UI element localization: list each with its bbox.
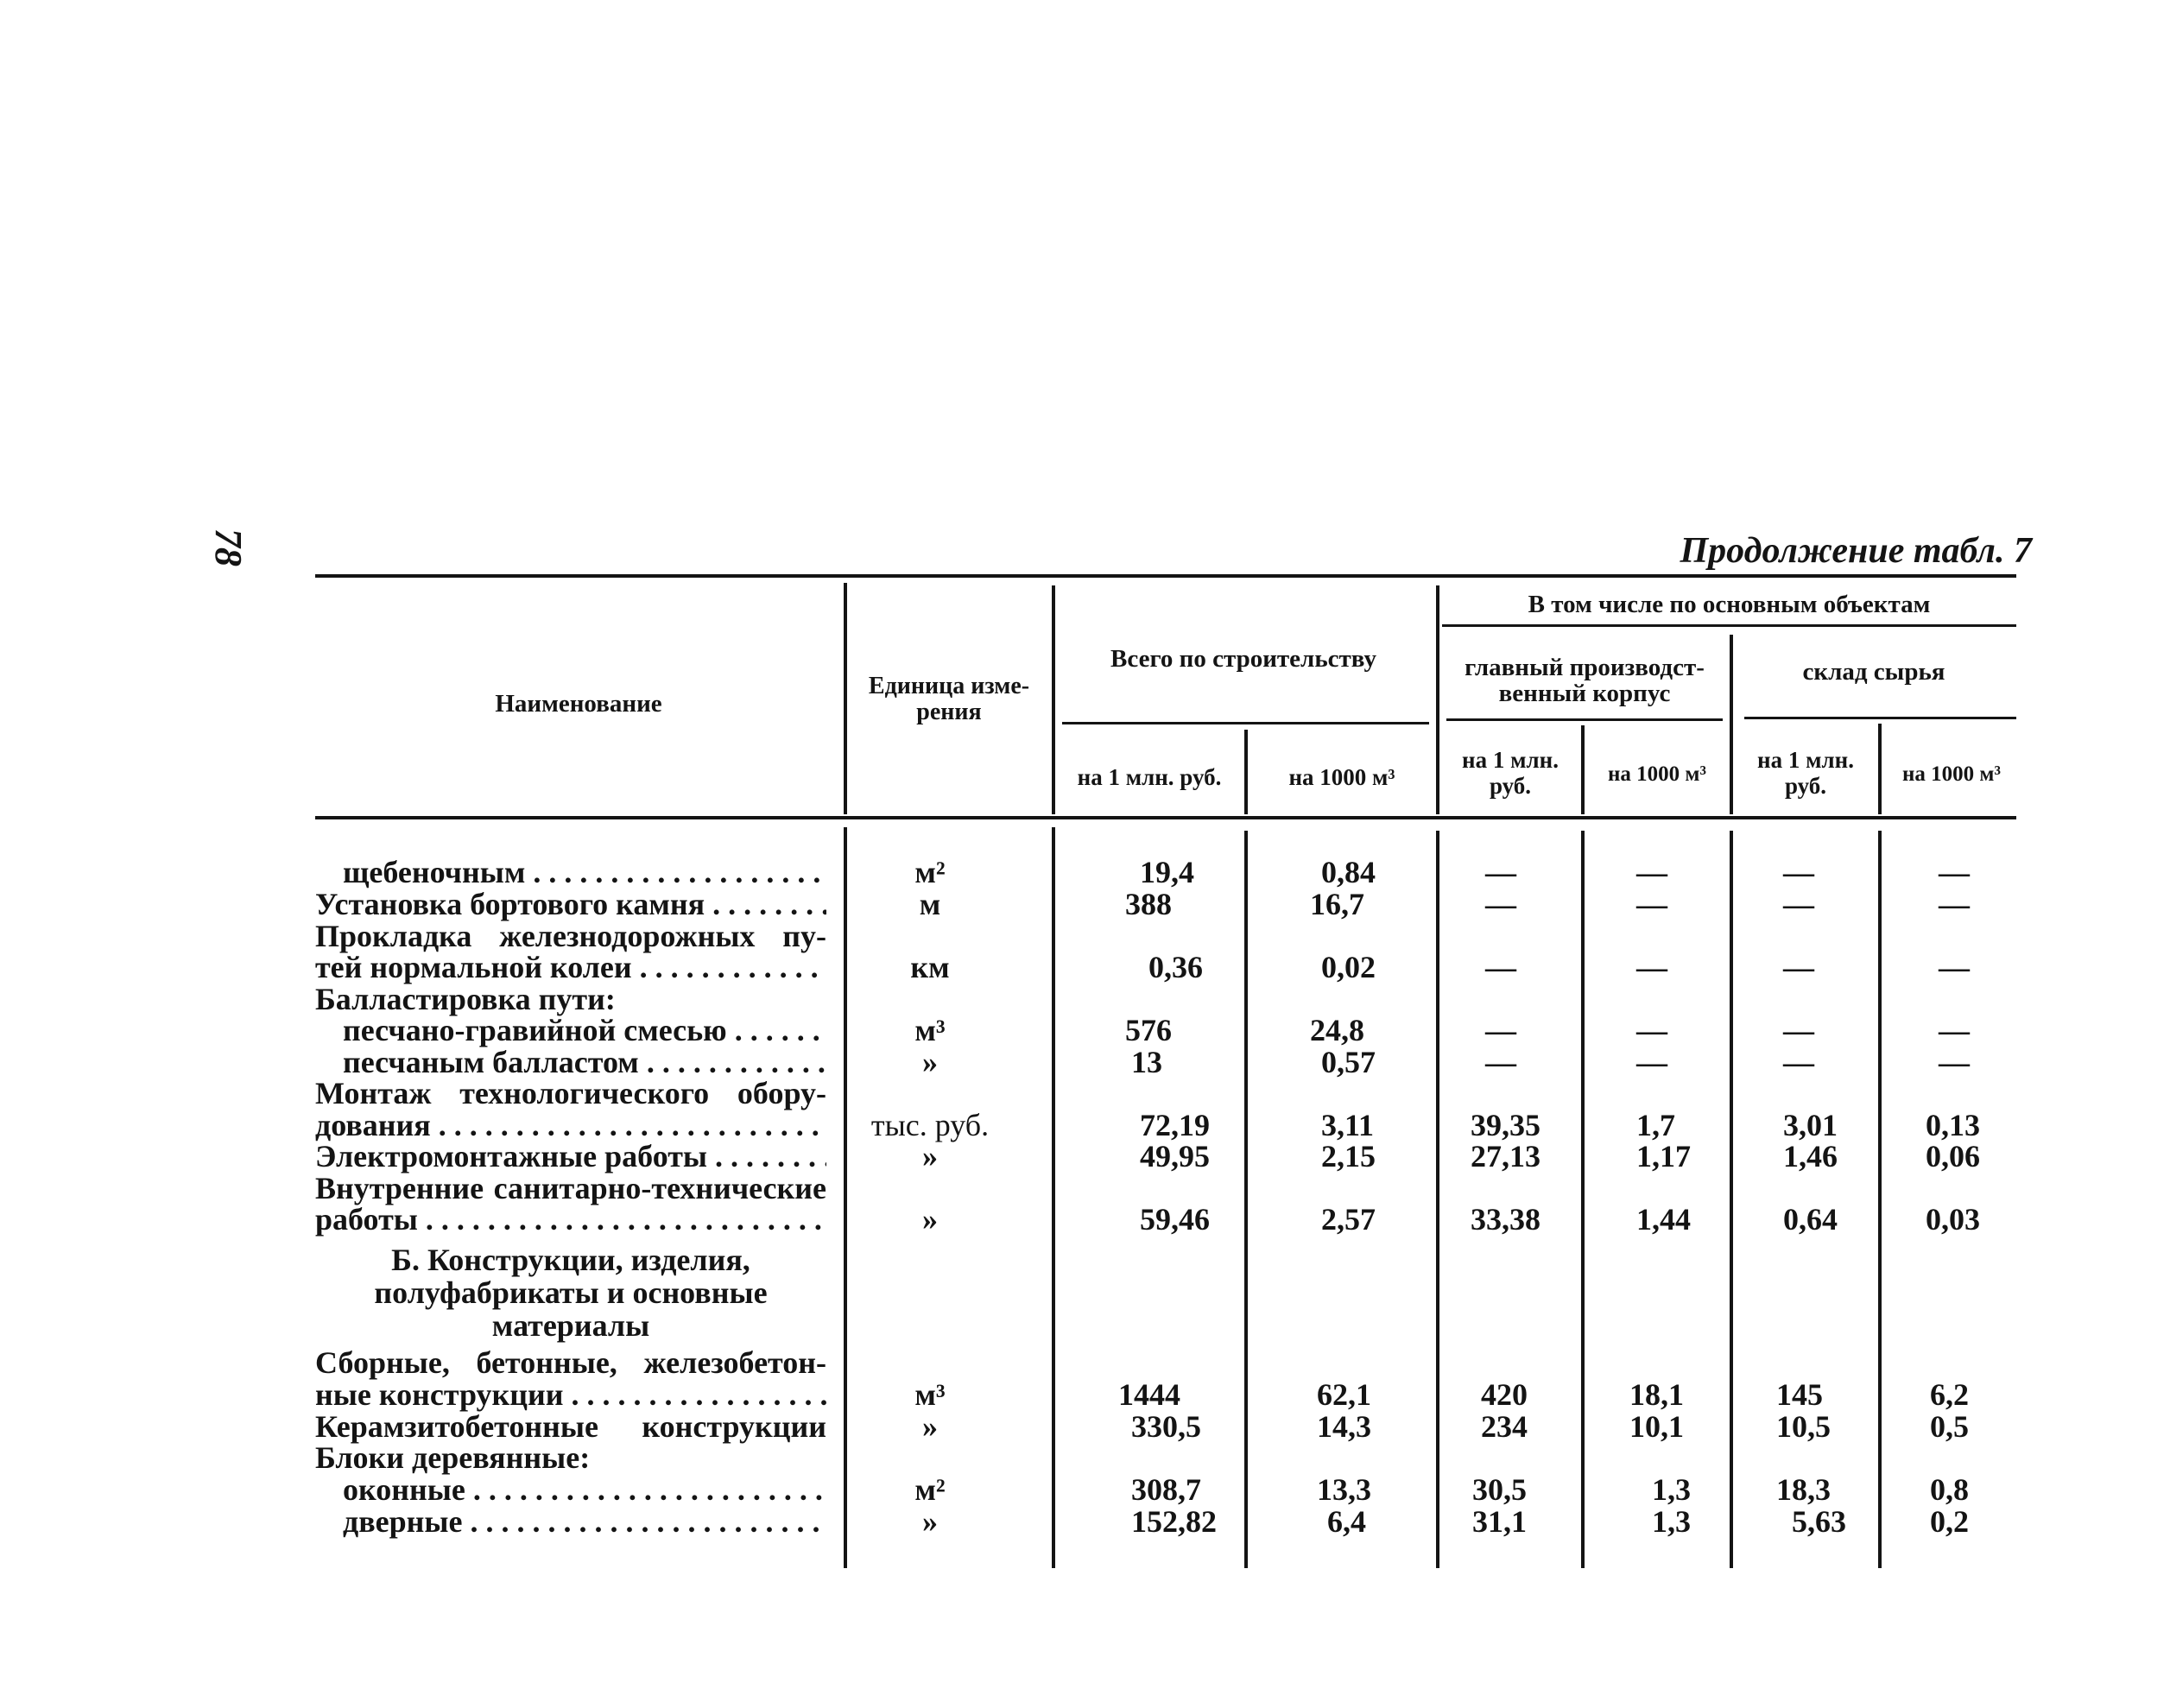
table-row: работы . . . » 59,46 2,57 33,38 1,44 0,64 0,03 (315, 1202, 2042, 1237)
table-row: песчано-гравийной смесью . . . м³ 576 24,8 — — — — (315, 1013, 2042, 1047)
header-including: В том числе по основным объектам (1528, 591, 1931, 618)
table-row: Балластировка пути: (315, 982, 616, 1016)
vline-storage-inner-header (1878, 724, 1882, 814)
table-row: Монтаж технологического обору- (315, 1076, 826, 1110)
header-total: Всего по строительству (1110, 645, 1376, 673)
table-row: дования . . . тыс. руб. 72,19 3,11 39,35 1,7 3,01 0,13 (315, 1108, 2042, 1142)
header-unit: Единица изме-рения (868, 673, 1030, 725)
header-total-per-1000: на 1000 м³ (1288, 764, 1395, 790)
table-row: дверные . . . » 152,82 6,4 31,1 1,3 5,63 0,2 (315, 1504, 2042, 1539)
table-row: оконные . . . м² 308,7 13,3 30,5 1,3 18,3 0,8 (315, 1472, 2042, 1507)
vline-main-inner-header (1581, 725, 1585, 814)
header-total-per-mln: на 1 млн. руб. (1077, 764, 1222, 790)
header-storage-per-mln: на 1 млн. руб. (1757, 747, 1854, 799)
total-sub-rule (1062, 722, 1429, 724)
vline-name-unit-header (844, 583, 847, 814)
table-row: тей нормальной колеи . . . км 0,36 0,02 — — — — (315, 950, 2042, 984)
section-b-title: Б. Конструкции, изделия, полуфабрикаты и основные материалы (374, 1243, 768, 1343)
main-building-sub-rule (1446, 718, 1723, 721)
table-row: щебеночным . . . м² 19,4 0,84 — — — — (315, 855, 2042, 889)
table-row: песчаным балластом . . . » 13 0,57 — — — — (315, 1045, 2042, 1079)
header-name: Наименование (495, 690, 662, 718)
header-main-building: главный производст-венный корпус (1465, 654, 1705, 707)
vline-total-inner-header (1244, 730, 1248, 814)
page-number: 78 (207, 528, 250, 566)
header-main-per-mln: на 1 млн. руб. (1462, 747, 1559, 799)
table-continuation-caption: Продолжение табл. 7 (1680, 531, 2032, 571)
table-row: Электромонтажные работы . . . » 49,95 2,15 27,13 1,17 1,46 0,06 (315, 1139, 2042, 1173)
header-main-per-1000: на 1000 м³ (1608, 762, 1706, 786)
top-rule (315, 574, 2016, 578)
table-row: Сборные, бетонные, железобетон- (315, 1345, 826, 1380)
including-rule (1442, 624, 2016, 627)
table-row: Внутренние санитарно-технические (315, 1171, 826, 1205)
table-row: Блоки деревянные: (315, 1440, 591, 1475)
table-row: ные конструкции . . . м³ 1444 62,1 420 18,1 145 6,2 (315, 1377, 2042, 1412)
header-bottom-rule (315, 816, 2016, 819)
header-storage-per-1000: на 1000 м³ (1902, 762, 2001, 786)
table-row: Установка бортового камня . . . м 388 16,7 — — — — (315, 887, 2042, 921)
table-row: Прокладка железнодорожных пу- (315, 919, 826, 953)
vline-total-including-header (1436, 585, 1439, 814)
storage-sub-rule (1744, 717, 2016, 719)
table-row: Керамзитобетонные конструкции » 330,5 14,3 234 10,1 10,5 0,5 (315, 1409, 1969, 1444)
vline-main-storage-header (1730, 635, 1733, 814)
header-raw-storage: склад сырья (1802, 658, 1945, 686)
